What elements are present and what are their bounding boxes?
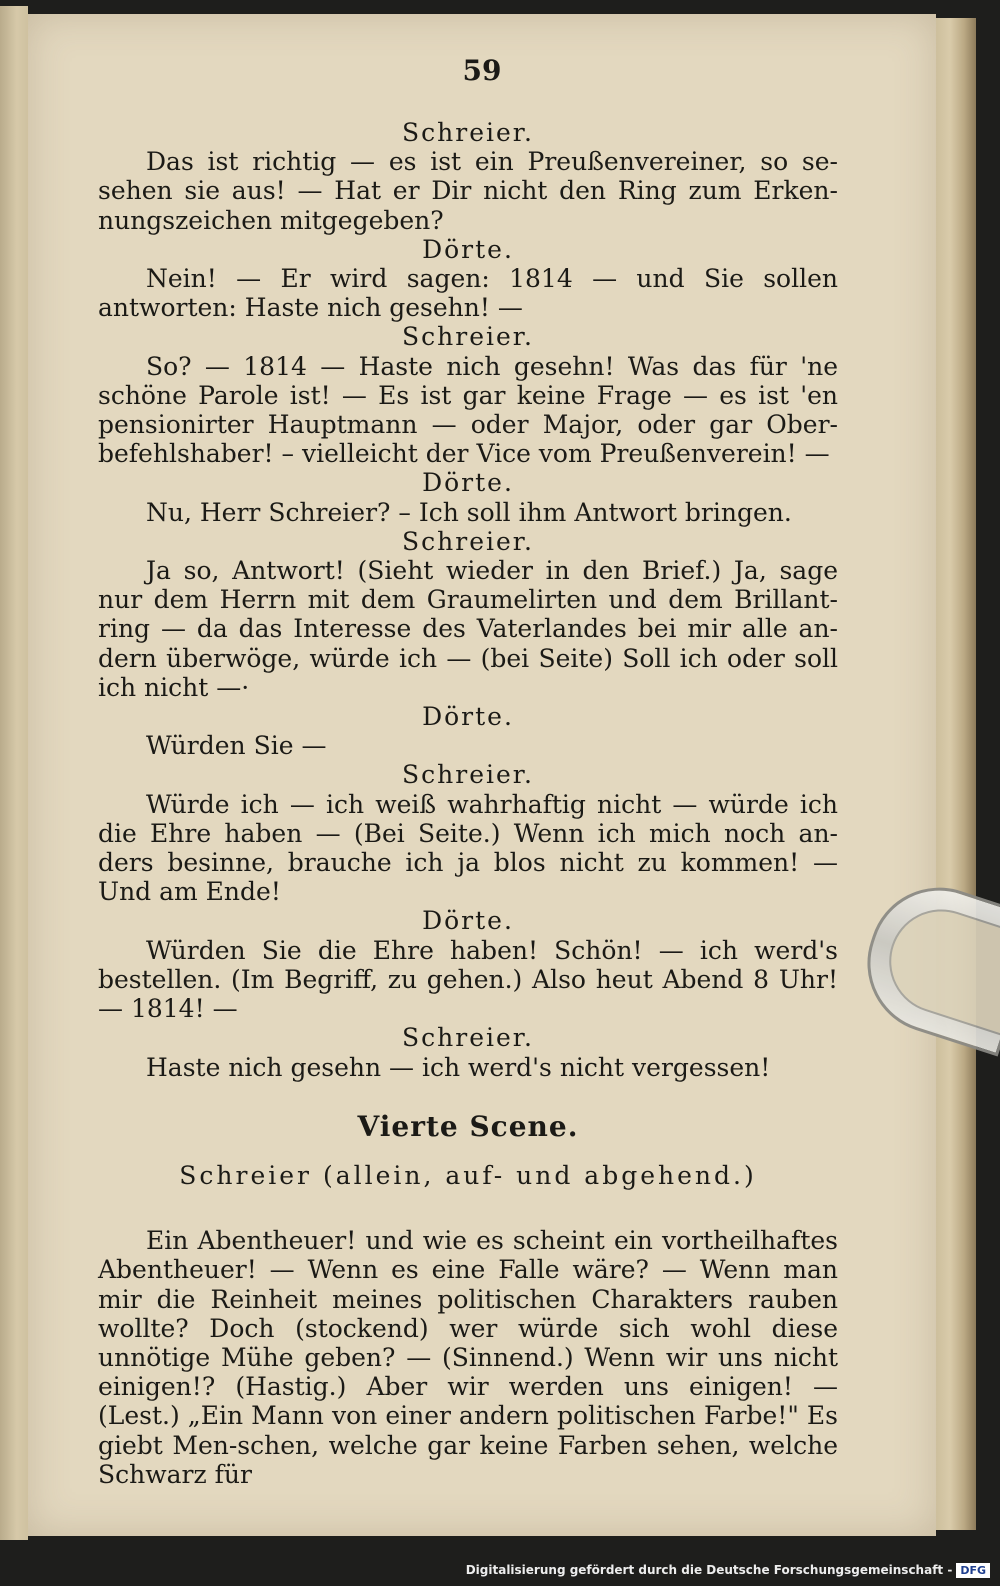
speaker-name: Dörte. xyxy=(422,702,514,732)
dialogue-paragraph: Haste nich gesehn — ich werd's nicht vergessen! xyxy=(146,1052,771,1082)
dfg-logo: DFG xyxy=(956,1563,990,1578)
dialogue-paragraph: Nein! — Er wird sagen: 1814 — und Sie sollen antworten: Haste nich gesehn! — xyxy=(98,264,838,323)
left-page-edge xyxy=(0,6,28,1540)
scene-heading: Vierte Scene. xyxy=(357,1109,579,1143)
speaker-name: Dörte. xyxy=(422,468,514,498)
page-text xyxy=(98,118,838,1489)
book-page xyxy=(28,14,936,1536)
speaker-name: Schreier. xyxy=(402,760,534,790)
speaker-name: Schreier. xyxy=(402,1023,534,1053)
speaker-name: Dörte. xyxy=(422,234,514,264)
speaker-name: Dörte. xyxy=(422,906,514,936)
speaker-name: Schreier. xyxy=(402,118,534,147)
footer-credit xyxy=(466,1563,990,1578)
speaker-name: Schreier. xyxy=(402,322,534,352)
dialogue-paragraph: Ein Abentheuer! und wie es scheint ein vortheilhaftes Abentheuer! — Wenn es eine Falle wäre? — Wenn man mir die Reinheit meines politischen Charakters rauben wollte? Doch (stockend) wer würde sich wohl diese unnötige Mühe geben? — (Sinnend.) Wenn wir uns nicht einigen!? (Hastig.) Aber wir werden uns einigen! — (Lest.) „Ein Mann von einer andern politischen Farbe!" Es giebt Men-schen, welche gar keine Farben sehen, welche Schwarz für xyxy=(98,1226,838,1489)
speaker-name: Schreier. xyxy=(402,526,534,556)
dialogue-paragraph: Würde ich — ich weiß wahrhaftig nicht — würde ich die Ehre haben — (Bei Seite.) Wenn ich mich noch an-ders besinne, brauche ich ja blos nicht zu kommen! — Und am Ende! xyxy=(98,789,838,907)
dialogue-paragraph: Das ist richtig — es ist ein Preußenvereiner, so se-sehen sie aus! — Hat er Dir nicht den Ring zum Erken-nungszeichen mitgegeben? xyxy=(98,147,838,235)
dialogue-paragraph: Würden Sie die Ehre haben! Schön! — ich werd's bestellen. (Im Begriff, zu gehen.) Also heut Abend 8 Uhr! — 1814! — xyxy=(98,935,838,1024)
footer-text: Digitalisierung gefördert durch die Deutsche Forschungsgemeinschaft - xyxy=(465,1563,953,1577)
dialogue-paragraph: Ja so, Antwort! (Sieht wieder in den Brief.) Ja, sage nur dem Herrn mit dem Graumelirten und dem Brillant-ring — da das Interesse des Vaterlandes bei mir alle an-dern überwöge, würde ich — (bei Seite) Soll ich oder soll ich nicht —· xyxy=(98,556,838,702)
right-page-edge xyxy=(936,18,976,1530)
dialogue-paragraph: So? — 1814 — Haste nich gesehn! Was das für 'ne schöne Parole ist! — Es ist gar keine Frage — es ist 'en pensionirter Hauptmann — oder Major, oder gar Ober-befehlshaber! – vielleicht der Vice vom Preußenverein! — xyxy=(98,351,838,469)
page-number: 59 xyxy=(462,54,502,87)
dialogue-paragraph: Würden Sie — xyxy=(146,731,327,761)
scene-speaker: Schreier (allein, auf- und abgehend.) xyxy=(179,1160,757,1190)
dialogue-paragraph: Nu, Herr Schreier? – Ich soll ihm Antwort bringen. xyxy=(146,497,792,527)
